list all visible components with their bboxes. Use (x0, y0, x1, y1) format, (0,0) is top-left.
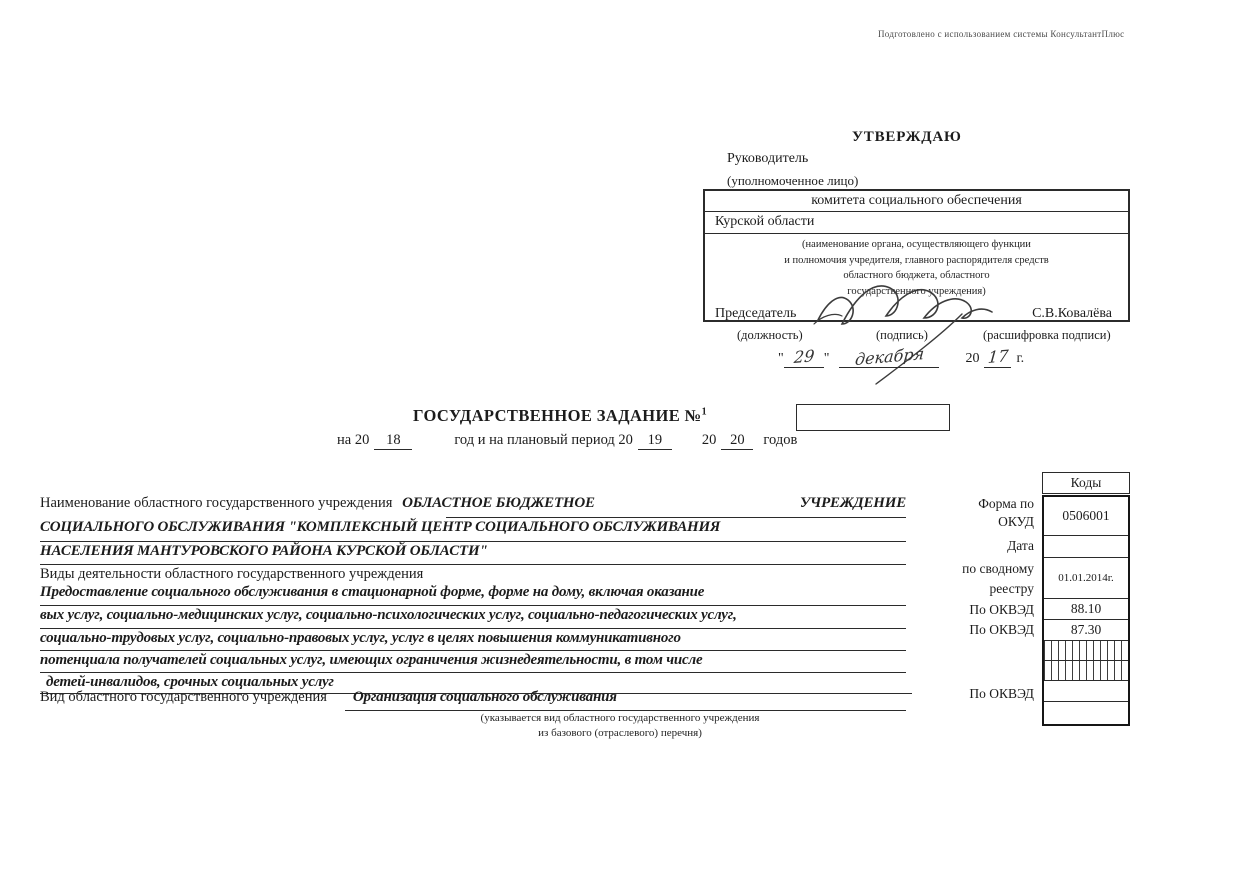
authority-note-line2: и полномочия учредителя, главного распорядителя средств (784, 254, 1049, 266)
okved1-cell: 88.10 (1044, 599, 1128, 620)
period-part2: год и на плановый период 20 (454, 432, 633, 448)
type-note-line2: из базового (отраслевого) перечня) (538, 727, 702, 739)
period-part1: на 20 (337, 432, 370, 448)
institution-name-value2: УЧРЕЖДЕНИЕ (799, 495, 906, 511)
okud-form-label-line1: Форма по (978, 496, 1034, 511)
period-part3: 20 (701, 432, 717, 448)
footnote-marker: 1 (701, 406, 708, 418)
institution-type-line (40, 689, 906, 711)
year-2020-blank: 20 (721, 432, 753, 450)
institution-type-value: Организация социального обслуживания (352, 689, 617, 705)
position-caption: (должность) (737, 328, 803, 342)
year-suffix: г. (1016, 351, 1025, 366)
year-prefix: 20 (965, 351, 980, 366)
handwritten-month: декабря (854, 343, 925, 370)
name-caption: (расшифровка подписи) (983, 328, 1111, 342)
head-label: Руководитель (727, 151, 809, 166)
activity-line4: потенциала получателей социальных услуг, имеющих ограничения жизнедеятельности, в том числе (40, 652, 906, 673)
empty-cell-1 (1044, 681, 1128, 702)
year-2019-blank: 19 (638, 432, 672, 450)
signer-position: Председатель (715, 306, 797, 321)
activity-line1: Предоставление социального обслуживания в стационарной форме, форме на дому, включая оказание (40, 584, 906, 606)
handwritten-day: 29 (792, 346, 815, 367)
date-year-blank (984, 347, 1011, 368)
activity-line2: вых услуг, социально-медицинских услуг, социально-психологических услуг, социально-педагогических услуг, (40, 607, 906, 629)
okved-label-2: По ОКВЭД (969, 622, 1034, 637)
date-label: Дата (1007, 538, 1034, 553)
year-2018-blank: 18 (374, 432, 412, 450)
handwritten-year: 17 (986, 346, 1009, 367)
registry-label-line2: реестру (989, 581, 1034, 596)
okved-label-1: По ОКВЭД (969, 602, 1034, 617)
authority-note-line3: областного бюджета, областного (843, 270, 990, 281)
authority-note-line4: государственного учреждения) (847, 285, 986, 297)
institution-name-line2: СОЦИАЛЬНОГО ОБСЛУЖИВАНИЯ "КОМПЛЕКСНЫЙ ЦЕНТР СОЦИАЛЬНОГО ОБСЛУЖИВАНИЯ (40, 519, 906, 542)
date-day-blank (784, 347, 824, 368)
document-title: ГОСУДАРСТВЕННОЕ ЗАДАНИЕ №$^1$ (413, 406, 708, 425)
rule-under-line1 (446, 517, 906, 518)
open-quote: " (778, 351, 784, 366)
close-quote: " (823, 351, 830, 366)
date-cell (1044, 536, 1128, 558)
authority-note-line1: (наименование органа, осуществляющего функции (802, 239, 1031, 250)
registry-label-line1: по сводному (962, 561, 1034, 576)
okud-form-label-line2: ОКУД (998, 514, 1034, 529)
date-month-blank (839, 343, 939, 370)
task-number-box (796, 404, 950, 431)
sign-caption: (подпись) (876, 328, 928, 342)
approve-heading: УТВЕРЖДАЮ (852, 129, 962, 145)
institution-name-line1 (40, 495, 906, 517)
activity-line5: детей-инвалидов, срочных социальных услуг (40, 674, 912, 694)
activities-label: Виды деятельности областного государственного учреждения (40, 566, 424, 582)
hatched-cell-2 (1044, 661, 1128, 681)
type-note-line1: (указывается вид областного государственного учреждения (480, 712, 760, 724)
activity-line3: социально-трудовых услуг, социально-правовых услуг, услуг в целях повышения коммуникативного (40, 630, 906, 651)
okved2-cell: 87.30 (1044, 620, 1128, 641)
authority-name-line2: Курской области (705, 212, 1128, 234)
authorized-person-label: (уполномоченное лицо) (727, 173, 859, 188)
institution-type-label: Вид областного государственного учреждения (40, 689, 327, 705)
signer-name: С.В.Ковалёва (1032, 306, 1112, 321)
institution-type-underline (345, 689, 906, 711)
institution-name-label: Наименование областного государственного учреждения (40, 495, 393, 511)
institution-name-value1: ОБЛАСТНОЕ БЮДЖЕТНОЕ (402, 495, 595, 511)
registry-date-cell: 01.01.2014г. (1044, 558, 1128, 599)
authority-name-line1: комитета социального обеспечения (705, 191, 1128, 212)
signature-scribble (812, 258, 1027, 393)
institution-name-line3: НАСЕЛЕНИЯ МАНТУРОВСКОГО РАЙОНА КУРСКОЙ ОБЛАСТИ" (40, 543, 906, 565)
okved-label-3: По ОКВЭД (969, 686, 1034, 701)
period-line (337, 432, 797, 450)
okud-code-cell: 0506001 (1044, 497, 1128, 536)
consultant-plus-watermark: Подготовлено с использованием системы КонсультантПлюс (878, 29, 1125, 39)
period-part4: годов (763, 432, 798, 448)
approval-date-line (778, 343, 1025, 370)
codes-table-header: Коды (1042, 472, 1130, 494)
hatched-cell-1 (1044, 641, 1128, 661)
empty-cell-2 (1044, 702, 1128, 724)
codes-table (1042, 495, 1130, 726)
